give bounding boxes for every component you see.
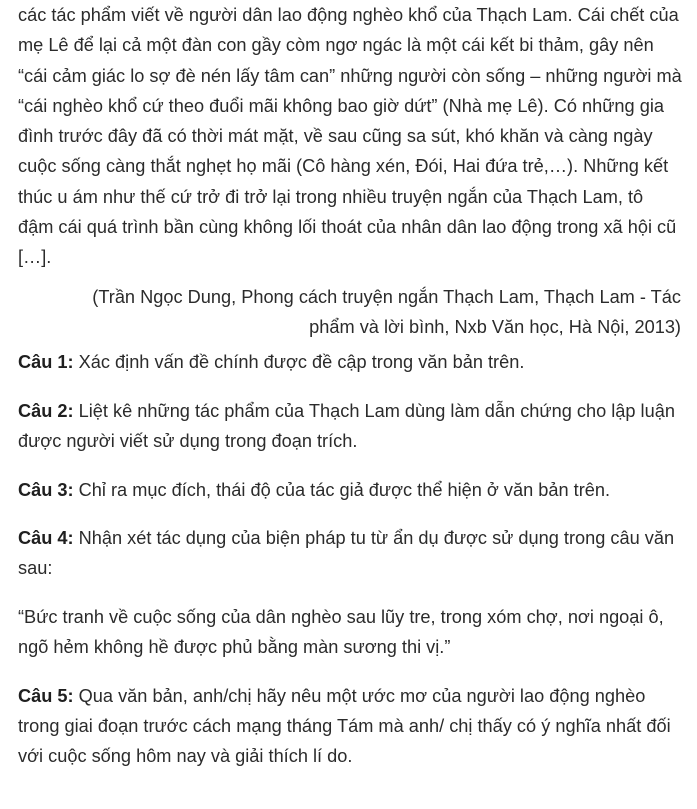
passage-paragraph: các tác phẩm viết về người dân lao động nghèo khổ của Thạch Lam. Cái chết của mẹ Lê để lại cả một đàn con gầy còm ngơ ngác là một cái kết bi thảm, gây nên “cái cảm giác lo sợ đè nén lấy tâm can” những người còn sống – những người mà “cái nghèo khổ cứ theo đuổi mãi không bao giờ dứt” (Nhà mẹ Lê). Có những gia đình trước đây đã có thời mát mặt, về sau cũng sa sút, khó khăn và càng ngày cuộc sống càng thắt nghẹt họ mãi (Cô hàng xén, Đói, Hai đứa trẻ,…). Những kết thúc u ám như thế cứ trở đi trở lại trong nhiều truyện ngắn của Thạch Lam, tô đậm cái quá trình bần cùng không lối thoát của nhân dân lao động trong xã hội cũ […]. [18, 5, 682, 268]
question-4-text: Nhận xét tác dụng của biện pháp tu từ ẩn dụ được sử dụng trong câu văn sau: [18, 528, 675, 579]
quoted-sentence: “Bức tranh về cuộc sống của dân nghèo sau lũy tre, trong xóm chợ, nơi ngoại ô, ngõ hẻm không hề được phủ bằng màn sương thi vị.” [18, 606, 664, 658]
question-5 [18, 681, 683, 772]
citation-line-1: (Trần Ngọc Dung, Phong cách truyện ngắn Thạch Lam, Thạch Lam - Tác [92, 286, 681, 307]
question-4 [18, 523, 683, 584]
question-1-label: Câu 1: [18, 352, 74, 373]
question-5-label: Câu 5: [18, 685, 74, 706]
question-5-text: Qua văn bản, anh/chị hãy nêu một ước mơ của người lao động nghèo trong giai đoạn trước cách mạng tháng Tám mà anh/ chị thấy có ý nghĩa nhất đối với cuộc sống hôm nay và giải thích lí do. [18, 685, 671, 767]
citation [18, 282, 683, 343]
question-1-text: Xác định vấn đề chính được đề cập trong văn bản trên. [73, 352, 525, 373]
question-1 [18, 347, 683, 377]
citation-line-2: phẩm và lời bình, Nxb Văn học, Hà Nội, 2013) [309, 316, 681, 337]
question-4-label: Câu 4: [18, 528, 74, 549]
question-3-label: Câu 3: [18, 479, 74, 500]
question-2-text: Liệt kê những tác phẩm của Thạch Lam dùng làm dẫn chứng cho lập luận được người viết sử dụng trong đoạn trích. [18, 400, 675, 452]
question-2-label: Câu 2: [18, 400, 74, 421]
question-2 [18, 396, 683, 457]
question-3-text: Chỉ ra mục đích, thái độ của tác giả được thể hiện ở văn bản trên. [73, 479, 611, 500]
question-3 [18, 475, 683, 505]
